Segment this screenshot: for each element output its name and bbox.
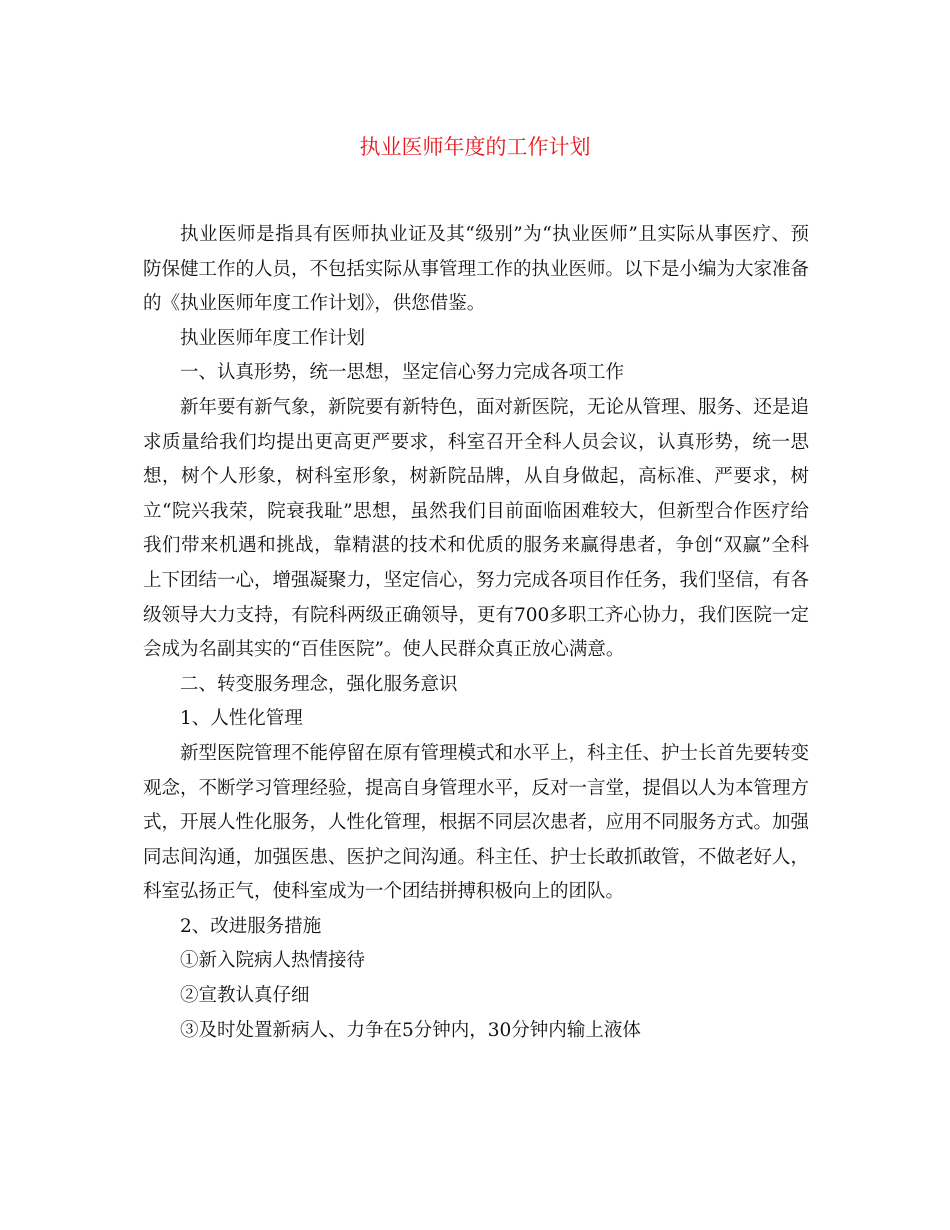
subsection-heading-1: 1、人性化管理 <box>180 708 303 730</box>
section-1-paragraph: 新年要有新气象，新院要有新特色，面对新医院，无论从管理、服务、还是追求质量给我们均提出更高更严要求，科室召开全科人员会议，认真形势，统一思想，树个人形象，树科室形象，树新院品牌，从自身做起，高标准、严要求，树立“院兴我荣，院衰我耻”思想，虽然我们目前面临困难较大，但新型合作医疗给我们带来机遇和挑战，靠精湛的技术和优质的服务来赢得患者，争创“双赢”全科上下团结一心，增强凝聚力，坚定信心，努力完成各项目作任务，我们坚信，有各级领导大力支持，有院科两级正确领导，更有700多职工齐心协力，我们医院一定会成为名副其实的“百佳医院”。使人民群众真正放心满意。 <box>143 396 810 661</box>
list-item-3: ③及时处置新病人、力争在5分钟内，30分钟内输上液体 <box>180 1019 641 1041</box>
subsection-1-paragraph: 新型医院管理不能停留在原有管理模式和水平上，科主任、护士长首先要转变观念，不断学习管理经验，提高自身管理水平，反对一言堂，提倡以人为本管理方式，开展人性化服务，人性化管理，根据不同层次患者，应用不同服务方式。加强同志间沟通，加强医患、医护之间沟通。科主任、护士长敢抓敢管，不做老好人，科室弘扬正气，使科室成为一个团结拼搏积极向上的团队。 <box>143 742 810 903</box>
plan-heading: 执业医师年度工作计划 <box>180 327 366 349</box>
subsection-heading-2: 2、改进服务措施 <box>180 915 322 937</box>
section-heading-2: 二、转变服务理念，强化服务意识 <box>180 673 458 695</box>
document-body <box>143 218 809 1048</box>
document-title: 执业医师年度的工作计划 <box>359 135 591 159</box>
section-heading-1: 一、认真形势，统一思想，坚定信心努力完成各项工作 <box>180 362 625 384</box>
list-item-2: ②宣教认真仔细 <box>180 985 310 1007</box>
list-item-1: ①新入院病人热情接待 <box>180 950 366 972</box>
intro-paragraph: 执业医师是指具有医师执业证及其“级别”为“执业医师”且实际从事医疗、预防保健工作的人员，不包括实际从事管理工作的执业医师。以下是小编为大家准备的《执业医师年度工作计划》，供您借鉴。 <box>143 224 810 315</box>
